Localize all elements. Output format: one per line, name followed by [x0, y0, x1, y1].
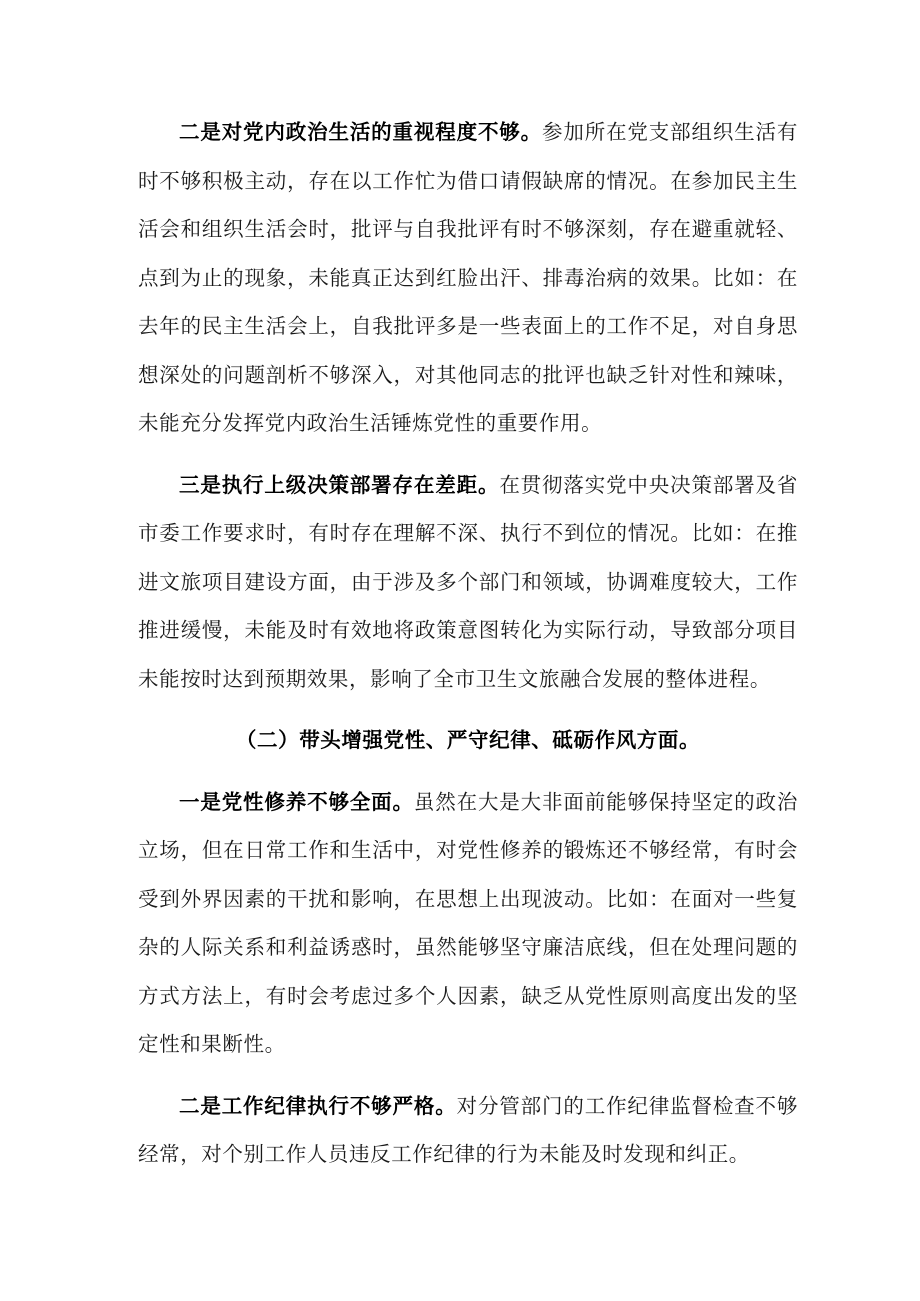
paragraph-text: 对分管部门的工作纪律监督检查不够经常，对个别工作人员违反工作纪律的行为未能及时发现和纠正。	[138, 1093, 798, 1166]
paragraph-lead: 二是工作纪律执行不够严格。	[179, 1093, 457, 1118]
paragraph-text: 在贯彻落实党中央决策部署及省市委工作要求时，有时存在理解不深、执行不到位的情况。比如：在推进文旅项目建设方面，由于涉及多个部门和领域，协调难度较大，工作推进缓慢，未能及时有效地将政策意图转化为实际行动，导致部分项目未能按时达到预期效果，影响了全市卫生文旅融合发展的整体进程。	[138, 472, 799, 691]
paragraph-work-discipline	[138, 1082, 798, 1179]
paragraph-lead: 三是执行上级决策部署存在差距。	[179, 472, 500, 497]
document-body	[138, 108, 798, 1179]
paragraph-lead: 二是对党内政治生活的重视程度不够。	[179, 120, 543, 144]
paragraph-party-cultivation	[138, 778, 798, 1069]
paragraph-text: 虽然在大是大非面前能够保持坚定的政治立场，但在日常工作和生活中，对党性修养的锻炼还不够经常，有时会受到外界因素的干扰和影响，在思想上出现波动。比如：在面对一些复杂的人际关系和利益诱惑时，虽然能够坚守廉洁底线，但在处理问题的方式方法上，有时会考虑过多个人因素，缺乏从党性原则高度出发的坚定性和果断性。	[138, 789, 798, 1056]
paragraph-lead: 一是党性修养不够全面。	[179, 789, 414, 814]
paragraph-text: 参加所在党支部组织生活有时不够积极主动，存在以工作忙为借口请假缺席的情况。在参加民主生活会和组织生活会时，批评与自我批评有时不够深刻，存在避重就轻、点到为止的现象，未能真正达到红脸出汗、排毒治病的效果。比如：在去年的民主生活会上，自我批评多是一些表面上的工作不足，对自身思想深处的问题剖析不够深入，对其他同志的批评也缺乏针对性和辣味，未能充分发挥党内政治生活锤炼党性的重要作用。	[138, 120, 799, 435]
paragraph-decision-execution	[138, 461, 798, 704]
section-heading: （二）带头增强党性、严守纪律、砥砺作风方面。	[235, 728, 701, 752]
paragraph-political-life	[138, 108, 798, 448]
